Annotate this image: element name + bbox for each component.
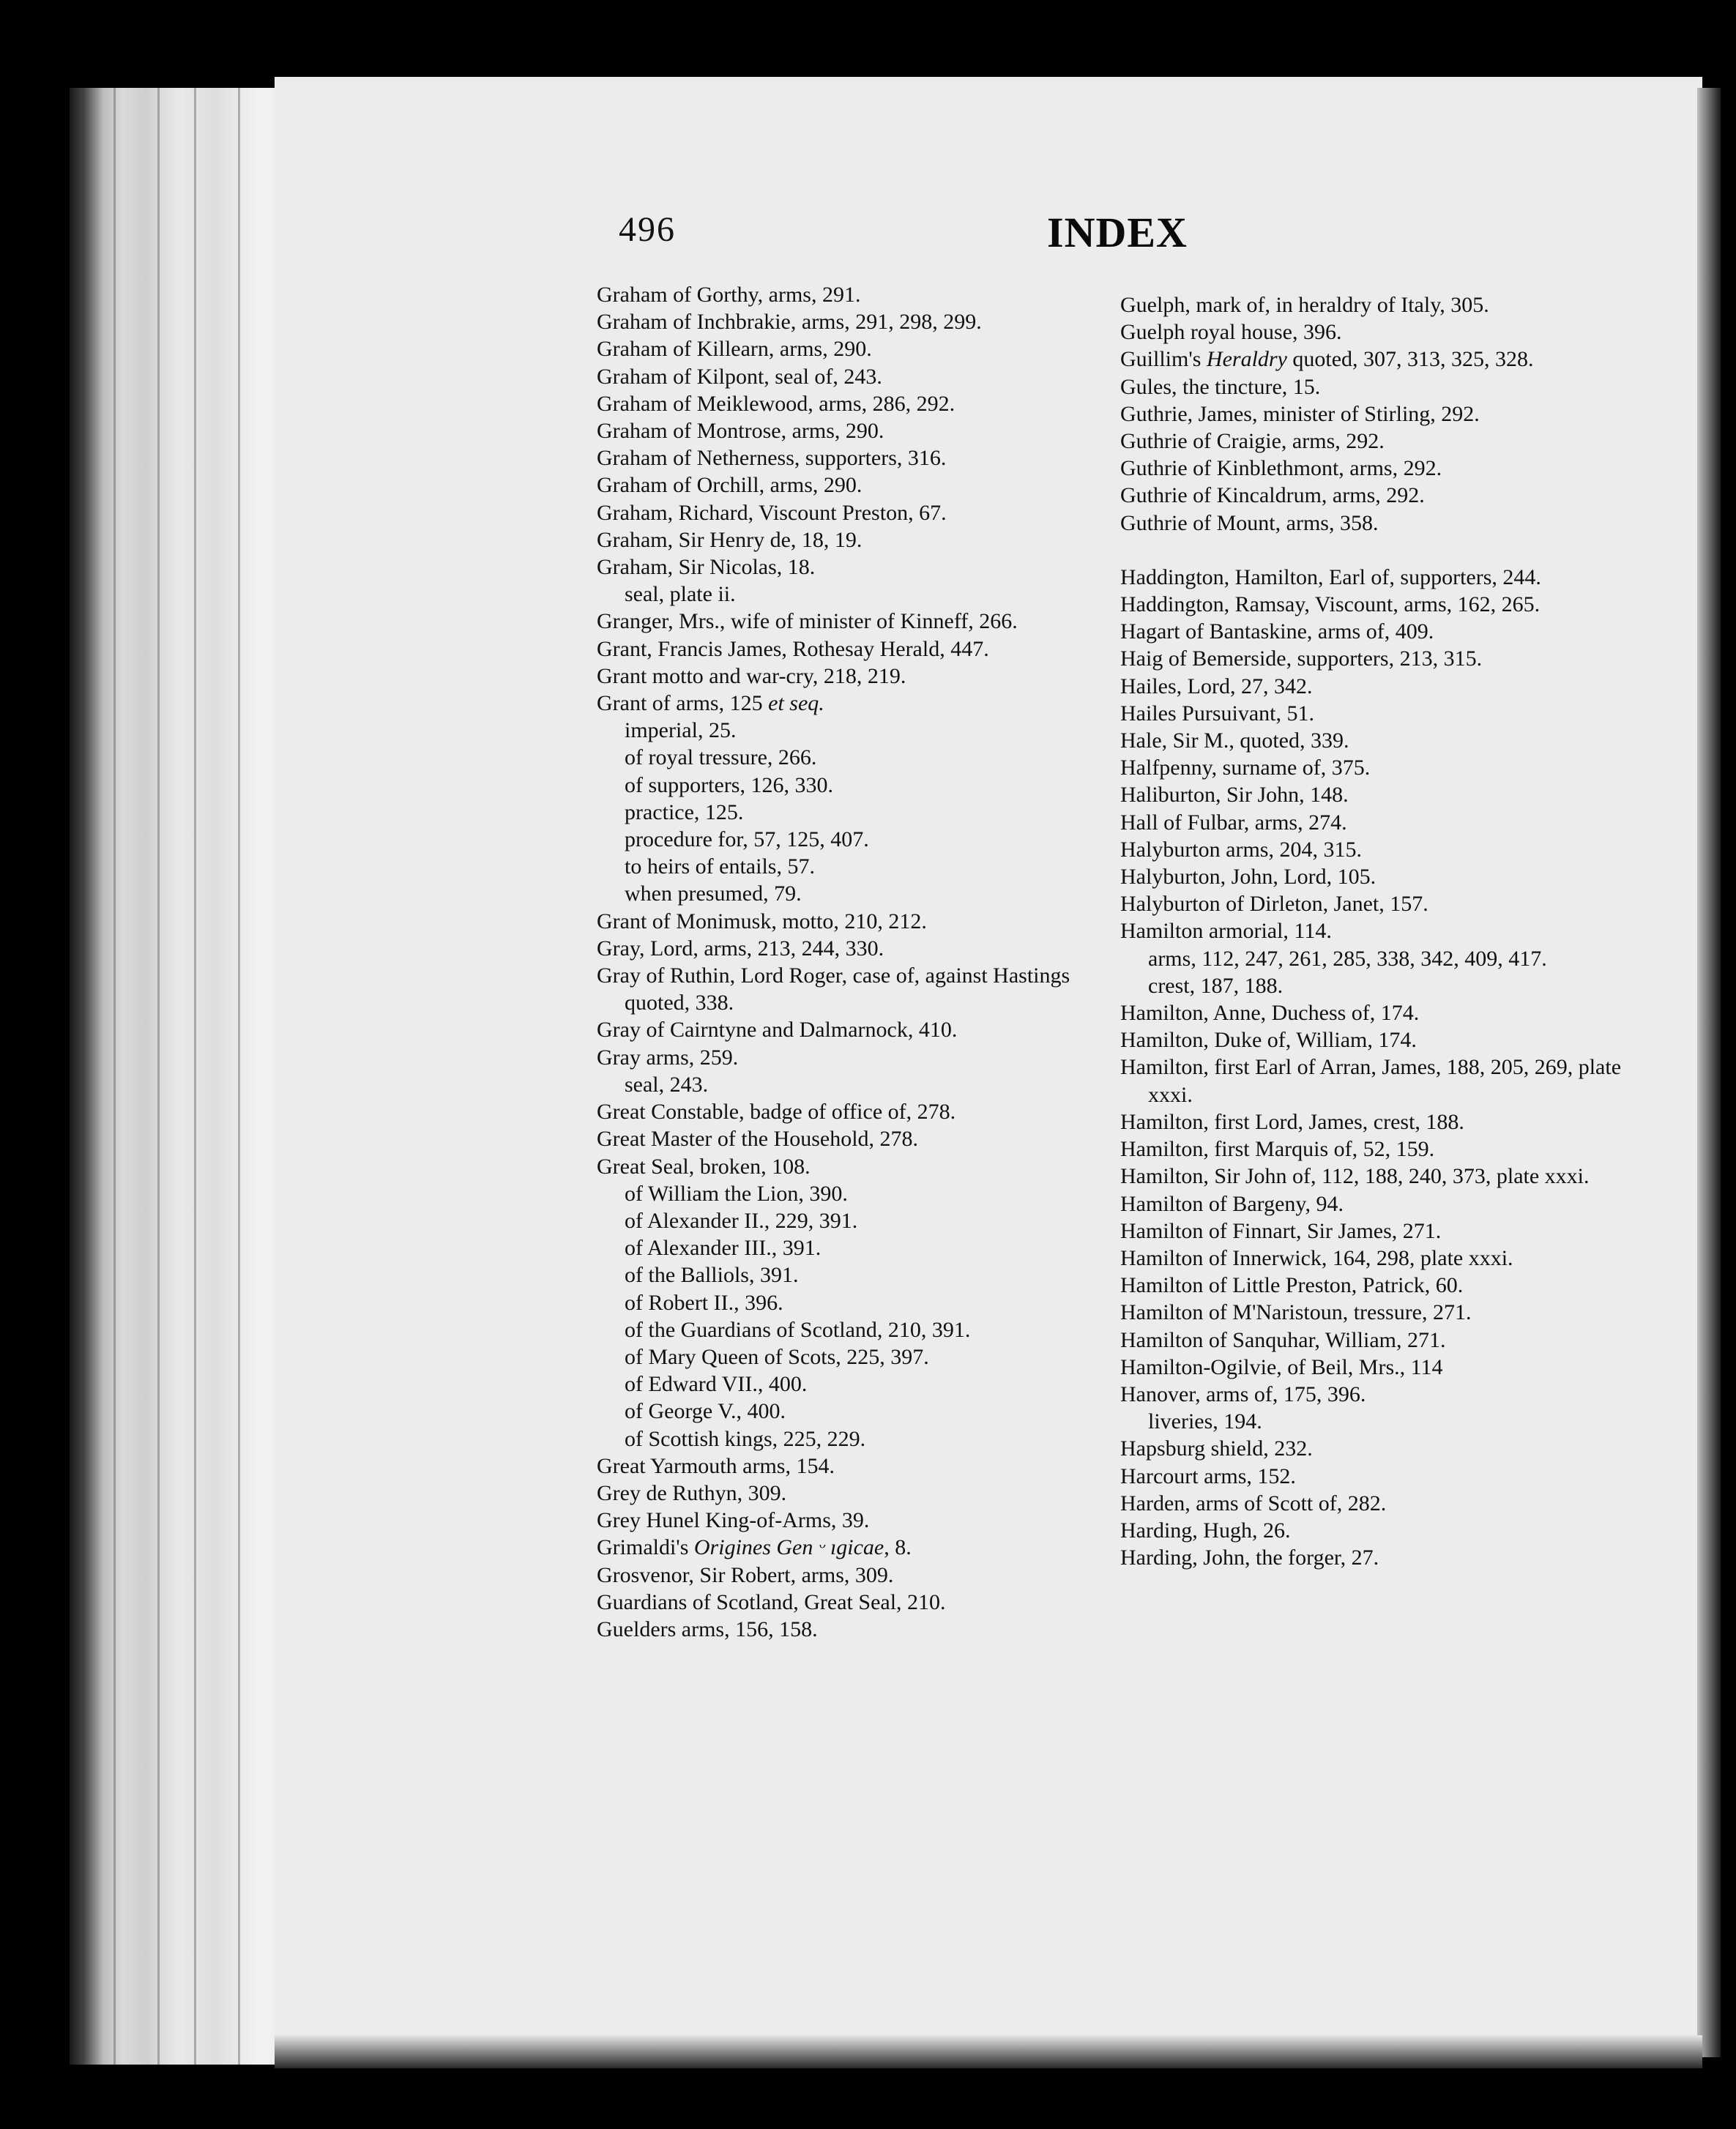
index-entry: Graham, Sir Henry de, 18, 19. xyxy=(597,527,863,552)
index-subentry: liveries, 194. xyxy=(1148,1409,1262,1434)
index-entry: Graham of Montrose, arms, 290. xyxy=(597,419,884,444)
index-subentry: to heirs of entails, 57. xyxy=(625,854,815,879)
index-entry: Hapsburg shield, 232. xyxy=(1120,1436,1313,1461)
index-subentry: of the Guardians of Scotland, 210, 391. xyxy=(625,1317,971,1342)
index-entry: Hanover, arms of, 175, 396. xyxy=(1120,1382,1366,1406)
index-entry: Harcourt arms, 152. xyxy=(1120,1464,1296,1488)
index-entry: Great Constable, badge of office of, 278. xyxy=(597,1100,956,1125)
index-subentry: of Scottish kings, 225, 229. xyxy=(625,1426,866,1451)
index-entry: Great Seal, broken, 108. xyxy=(597,1154,811,1179)
index-subentry: procedure for, 57, 125, 407. xyxy=(625,827,869,852)
index-entry: Grant motto and war-cry, 218, 219. xyxy=(597,663,906,688)
index-entry: Hale, Sir M., quoted, 339. xyxy=(1120,728,1349,753)
index-entry: Hamilton, Anne, Duchess of, 174. xyxy=(1120,1001,1420,1026)
index-entry: Halyburton, John, Lord, 105. xyxy=(1120,865,1376,890)
index-entry: Guardians of Scotland, Great Seal, 210. xyxy=(597,1589,946,1614)
page-number: 496 xyxy=(619,210,676,249)
index-entry: Hamilton, first Earl of Arran, James, 188, 205, 269, plate xxxi. xyxy=(1120,1055,1622,1107)
index-entry: Graham of Meiklewood, arms, 286, 292. xyxy=(597,391,955,416)
index-subentry: of Alexander II., 229, 391. xyxy=(625,1208,858,1233)
index-entry: Grant, Francis James, Rothesay Herald, 447. xyxy=(597,636,989,661)
index-subentry: of supporters, 126, 330. xyxy=(625,772,833,797)
index-subentry: of Robert II., 396. xyxy=(625,1290,783,1315)
index-entry: Harden, arms of Scott of, 282. xyxy=(1120,1491,1387,1515)
index-subentry: crest, 187, 188. xyxy=(1148,973,1284,998)
index-subentry: practice, 125. xyxy=(625,799,744,824)
index-entry: Hamilton, first Marquis of, 52, 159. xyxy=(1120,1137,1435,1162)
index-column-right xyxy=(1120,291,1633,1571)
index-entry: Hall of Fulbar, arms, 274. xyxy=(1120,810,1347,835)
page-bottom-shadow xyxy=(275,2035,1702,2068)
index-entry: Graham of Netherness, supporters, 316. xyxy=(597,446,947,471)
index-entry: Gray, Lord, arms, 213, 244, 330. xyxy=(597,936,884,961)
index-column-left xyxy=(597,281,1131,1643)
index-subentry: of the Balliols, 391. xyxy=(625,1263,799,1288)
index-entry: Hailes Pursuivant, 51. xyxy=(1120,701,1314,726)
index-entry: Hailes, Lord, 27, 342. xyxy=(1120,674,1313,698)
index-entry: Halfpenny, surname of, 375. xyxy=(1120,756,1371,780)
index-entry: Guthrie of Kincaldrum, arms, 292. xyxy=(1120,483,1425,508)
index-entry: Great Yarmouth arms, 154. xyxy=(597,1453,835,1478)
index-entry: Gray of Ruthin, Lord Roger, case of, against Hastings quoted, 338. xyxy=(597,963,1070,1015)
index-entry: Hamilton-Ogilvie, of Beil, Mrs., 114 xyxy=(1120,1354,1443,1379)
index-entry: Guthrie, James, minister of Stirling, 292. xyxy=(1120,401,1480,426)
index-entry: Halyburton arms, 204, 315. xyxy=(1120,837,1362,862)
index-entry: Graham of Killearn, arms, 290. xyxy=(597,337,872,362)
index-entry: Hamilton of Innerwick, 164, 298, plate xxxi. xyxy=(1120,1245,1513,1270)
index-subentry: of royal tressure, 266. xyxy=(625,745,817,770)
index-entry: Hamilton of Bargeny, 94. xyxy=(1120,1191,1344,1216)
index-entry: Grant of arms, 125 et seq. xyxy=(597,691,824,716)
index-entry: Graham, Richard, Viscount Preston, 67. xyxy=(597,500,947,525)
index-entry: Haliburton, Sir John, 148. xyxy=(1120,783,1349,808)
index-entry: Hamilton of Finnart, Sir James, 271. xyxy=(1120,1218,1442,1243)
index-entry: Hamilton, first Lord, James, crest, 188. xyxy=(1120,1109,1464,1134)
page-right-edge xyxy=(1697,88,1721,2057)
index-entry: Haddington, Hamilton, Earl of, supporters, 244. xyxy=(1120,564,1541,589)
index-subentry: seal, plate ii. xyxy=(625,582,736,607)
index-entry: Grant of Monimusk, motto, 210, 212. xyxy=(597,909,927,933)
index-entry: Grimaldi's Origines Gen ᵕ ıgicae, 8. xyxy=(597,1535,912,1560)
index-entry: Guelph, mark of, in heraldry of Italy, 305. xyxy=(1120,293,1489,317)
index-entry: Hamilton of M'Naristoun, tressure, 271. xyxy=(1120,1300,1472,1325)
index-entry: Guthrie of Mount, arms, 358. xyxy=(1120,510,1379,535)
index-entry: Graham, Sir Nicolas, 18. xyxy=(597,555,816,580)
index-entry: Gray of Cairntyne and Dalmarnock, 410. xyxy=(597,1018,958,1043)
index-subentry: of Edward VII., 400. xyxy=(625,1372,808,1397)
index-entry: Guelph royal house, 396. xyxy=(1120,320,1342,345)
index-entry: Halyburton of Dirleton, Janet, 157. xyxy=(1120,892,1428,917)
index-entry: Hamilton armorial, 114. xyxy=(1120,919,1332,944)
index-entry: Graham of Orchill, arms, 290. xyxy=(597,473,863,498)
index-subentry: of Mary Queen of Scots, 225, 397. xyxy=(625,1344,929,1369)
index-entry: Grey de Ruthyn, 309. xyxy=(597,1480,787,1505)
index-entry: Graham of Inchbrakie, arms, 291, 298, 299. xyxy=(597,310,982,335)
index-entry: Granger, Mrs., wife of minister of Kinneff, 266. xyxy=(597,609,1018,634)
index-subentry: imperial, 25. xyxy=(625,718,737,743)
index-subentry: when presumed, 79. xyxy=(625,881,802,906)
index-entry: Graham of Gorthy, arms, 291. xyxy=(597,283,861,307)
index-entry: Hagart of Bantaskine, arms of, 409. xyxy=(1120,619,1434,644)
index-entry: Harding, Hugh, 26. xyxy=(1120,1518,1291,1543)
index-subentry: arms, 112, 247, 261, 285, 338, 342, 409, 417. xyxy=(1148,946,1547,971)
index-entry: Guthrie of Craigie, arms, 292. xyxy=(1120,429,1385,454)
index-entry: Grosvenor, Sir Robert, arms, 309. xyxy=(597,1562,894,1587)
index-entry: Guillim's Heraldry quoted, 307, 313, 325, 328. xyxy=(1120,347,1534,372)
index-entry: Graham of Kilpont, seal of, 243. xyxy=(597,364,882,389)
index-subentry: of William the Lion, 390. xyxy=(625,1181,848,1206)
index-entry: Haddington, Ramsay, Viscount, arms, 162, 265. xyxy=(1120,592,1541,617)
index-entry: Hamilton of Little Preston, Patrick, 60. xyxy=(1120,1273,1464,1298)
index-subentry: of George V., 400. xyxy=(625,1399,786,1424)
page-title: INDEX xyxy=(1047,209,1188,256)
index-entry: Gray arms, 259. xyxy=(597,1045,739,1070)
index-subentry: seal, 243. xyxy=(625,1072,709,1097)
index-subentry: of Alexander III., 391. xyxy=(625,1236,822,1261)
index-entry: Haig of Bemerside, supporters, 213, 315. xyxy=(1120,646,1483,671)
index-entry: Hamilton of Sanquhar, William, 271. xyxy=(1120,1327,1446,1352)
index-entry: Harding, John, the forger, 27. xyxy=(1120,1546,1379,1570)
index-entry: Guthrie of Kinblethmont, arms, 292. xyxy=(1120,456,1442,481)
index-entry: Hamilton, Sir John of, 112, 188, 240, 373, plate xxxi. xyxy=(1120,1164,1590,1189)
index-entry: Guelders arms, 156, 158. xyxy=(597,1617,818,1641)
index-entry: Hamilton, Duke of, William, 174. xyxy=(1120,1028,1417,1053)
index-entry: Great Master of the Household, 278. xyxy=(597,1127,919,1152)
index-entry: Grey Hunel King-of-Arms, 39. xyxy=(597,1508,870,1533)
index-entry: Gules, the tincture, 15. xyxy=(1120,374,1321,399)
